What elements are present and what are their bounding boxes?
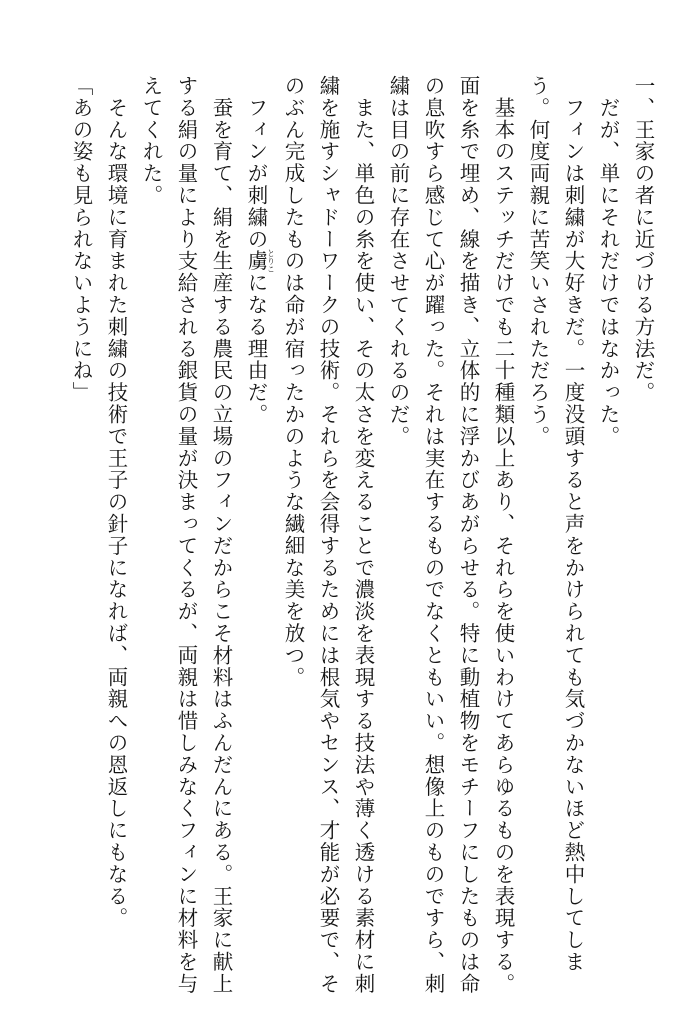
text-line: また、単色の糸を使い、その太さを変えることで濃淡を表現する技法や薄く透ける素材に刺	[351, 75, 375, 995]
text-line: 蚕を育て、絹を生産する農民の立場のフィンだからこそ材料はふんだんにある。王家に献上	[209, 75, 233, 995]
text-line: する絹の量により支給される銀貨の量が決まってくるが、両親は惜しみなくフィンに材料を与	[174, 75, 198, 995]
text-line-with-ruby	[238, 75, 275, 955]
ruby-reading: とりこ	[266, 249, 276, 274]
text-line: 「あの姿も見られないようにね」	[69, 75, 93, 404]
text-line: のぶん完成したものは命が宿ったかのような繊細な美を放つ。	[281, 75, 305, 689]
text-line: の息吹すら感じて心が躍った。それは実在するものでなくともいい。想像上のものですら、刺	[421, 75, 445, 995]
ruby-word	[244, 249, 276, 274]
vertical-text-body	[63, 75, 660, 995]
ruby-line-after: になる理由だ。	[244, 272, 268, 426]
text-line: えてくれた。	[139, 75, 163, 207]
text-line: 一、王家の者に近づける方法だ。	[631, 75, 655, 404]
text-line: 繍を施すシャドーワークの技術。それらを会得するためには根気やセンス、才能が必要で、そ	[316, 75, 340, 995]
text-line: 面を糸で埋め、線を描き、立体的に浮かびあがらせる。特に動植物をモチーフにしたものは命	[456, 75, 480, 995]
text-line: フィンは刺繍が大好きだ。一度没頭すると声をかけられても気づかないほど熱中してしま	[561, 75, 585, 973]
text-line: そんな環境に育まれた刺繍の技術で王子の針子になれば、両親への恩返しにもなる。	[104, 75, 128, 930]
ruby-base: 虜	[244, 249, 268, 274]
text-line: う。何度両親に苦笑いされただろう。	[526, 75, 550, 448]
text-line: 繍は目の前に存在させてくれるのだ。	[386, 75, 410, 448]
text-line: だが、単にそれだけではなかった。	[596, 75, 620, 448]
text-line: 基本のステッチだけでも二十種類以上あり、それらを使いわけてあらゆるものを表現する。	[491, 75, 515, 995]
ruby-line-before: フィンが刺繍の	[244, 75, 268, 251]
